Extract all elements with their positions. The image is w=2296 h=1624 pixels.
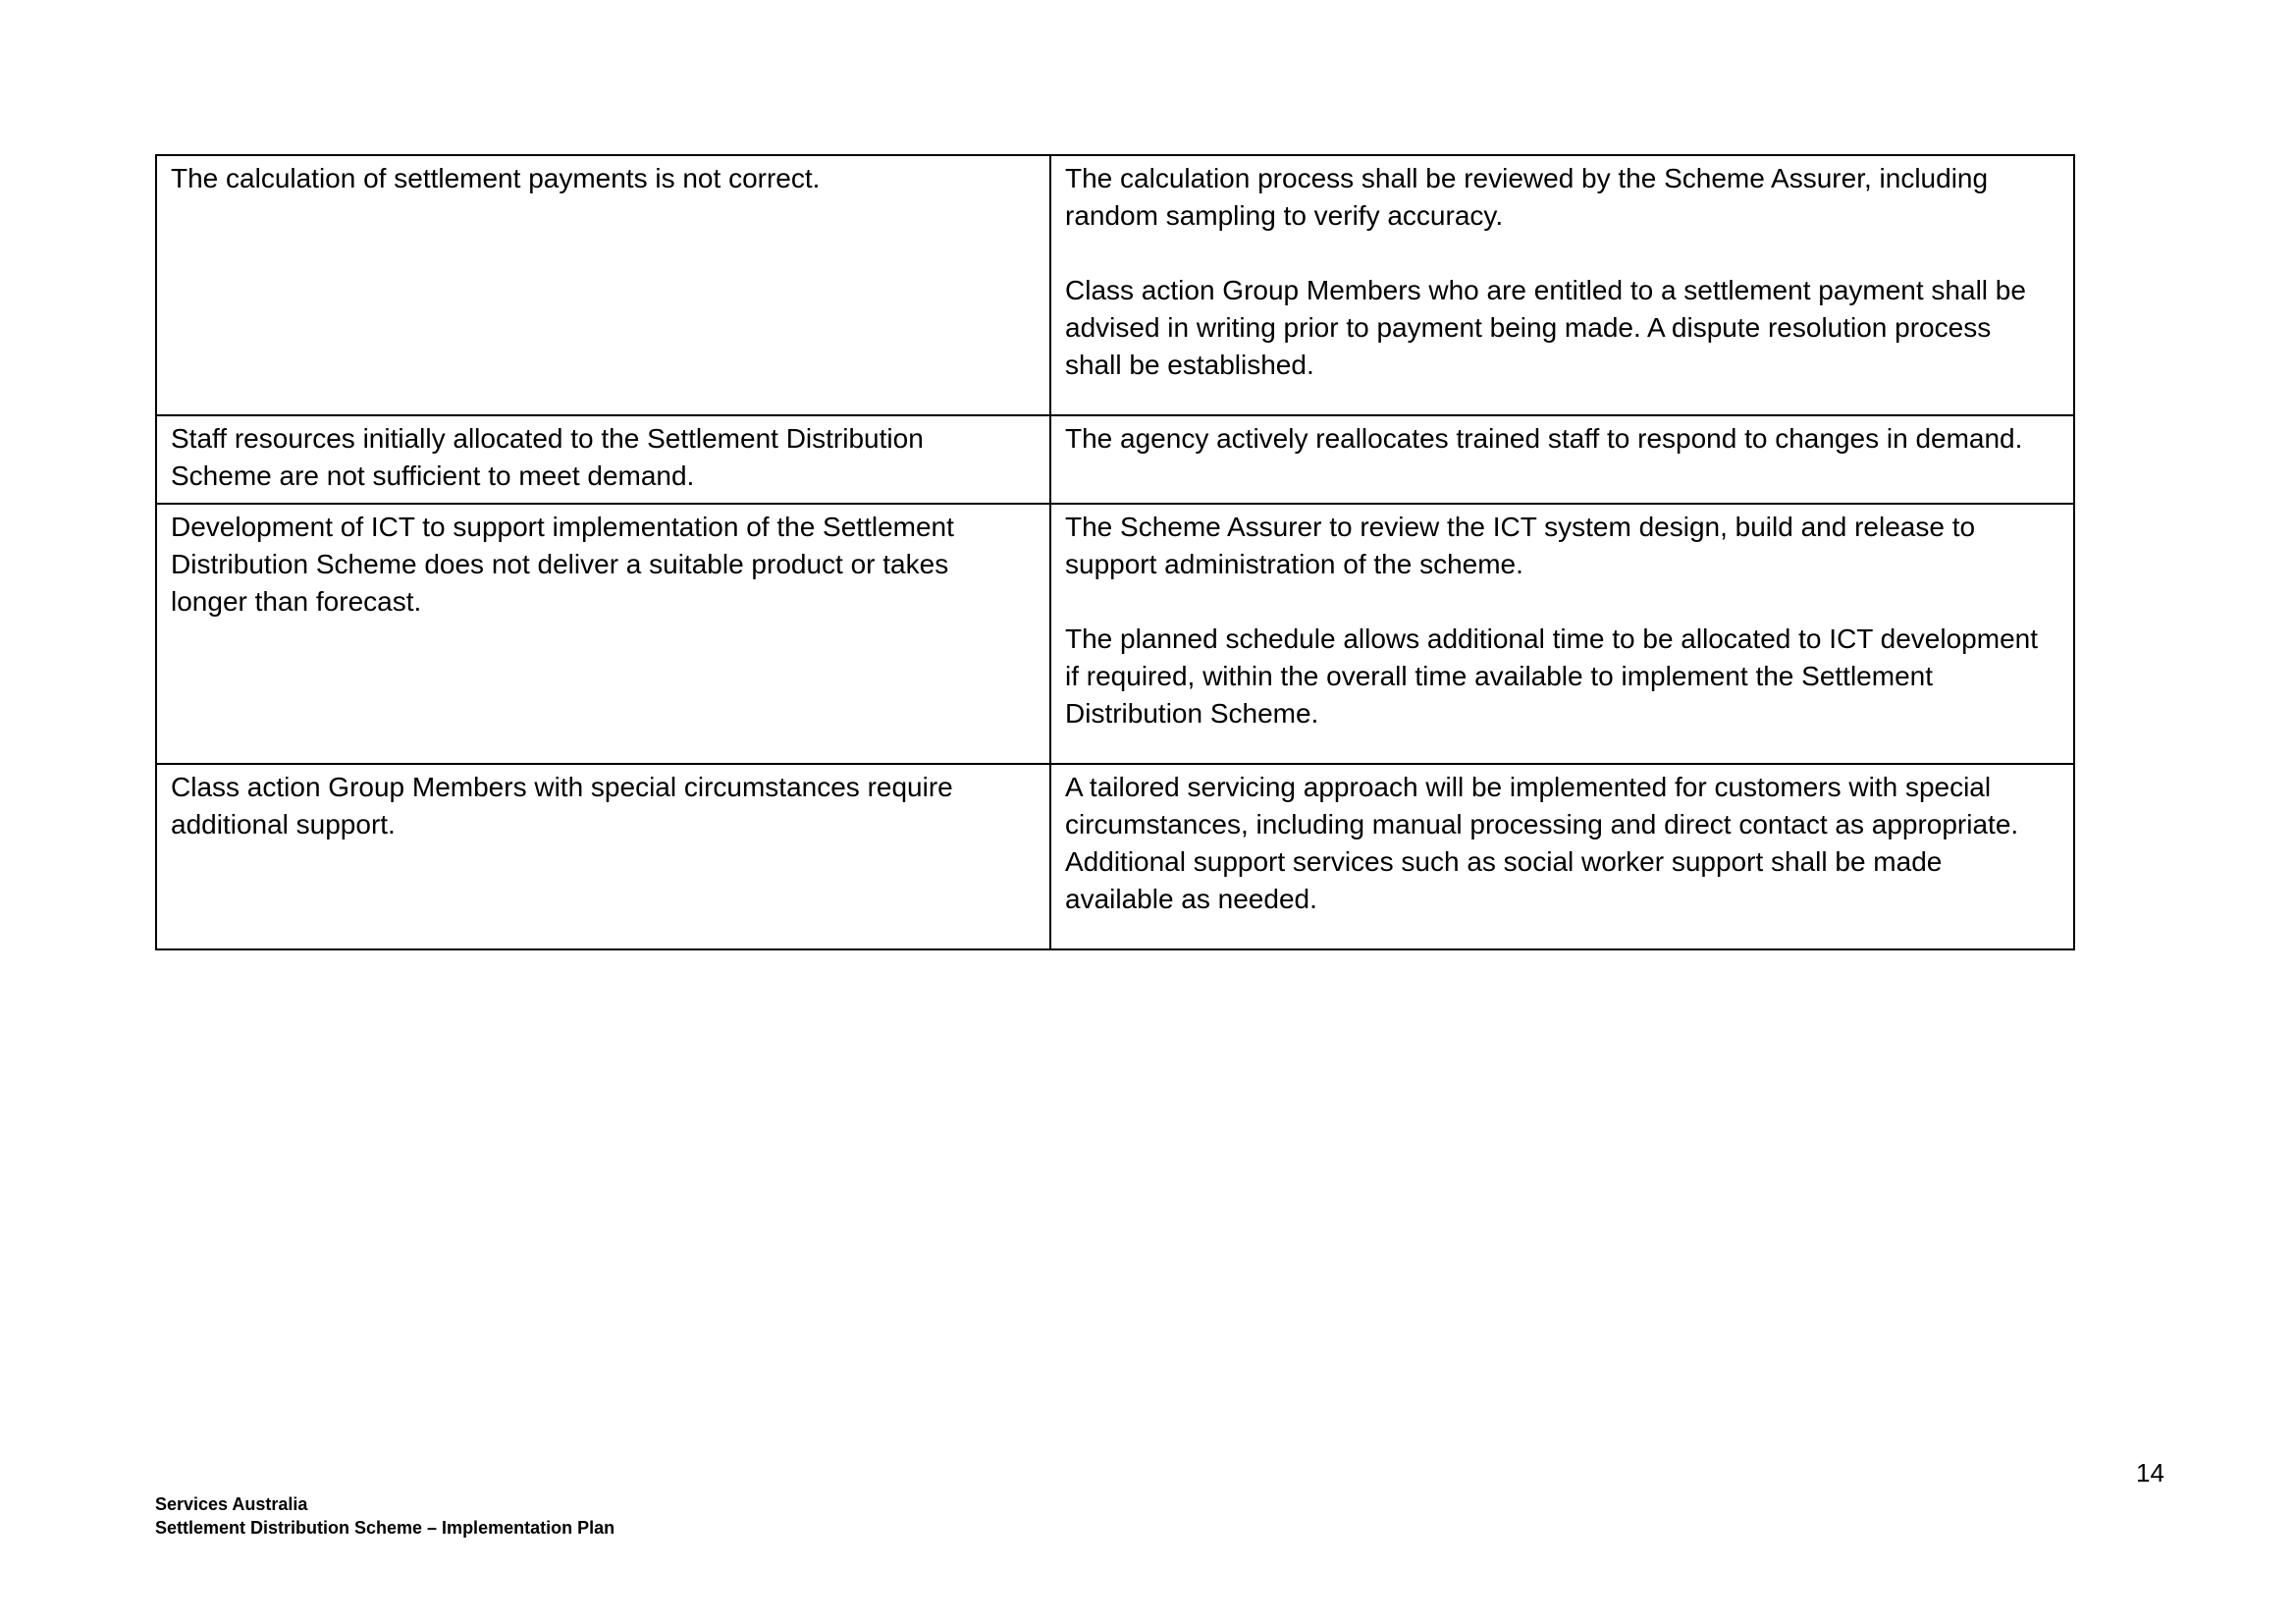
mitigation-text: The agency actively reallocates trained staff to respond to changes in demand.: [1065, 423, 2023, 454]
mitigation-cell: [1050, 415, 2074, 504]
mitigation-cell: [1050, 504, 2074, 764]
risk-text: Staff resources initially allocated to the Settlement Distribution Scheme are not sufficient to meet demand.: [171, 423, 924, 491]
page-number: 14: [2136, 1458, 2164, 1488]
footer-document-title: Settlement Distribution Scheme – Implementation Plan: [155, 1518, 615, 1538]
risk-text: Class action Group Members with special circumstances require additional support.: [171, 772, 953, 839]
table-row: [156, 764, 2074, 949]
risk-cell: [156, 764, 1050, 949]
risk-mitigation-table: [155, 154, 2075, 950]
table-row: [156, 415, 2074, 504]
mitigation-text: The planned schedule allows additional time to be allocated to ICT development if required, within the overall time available to implement the Settlement Distribution Scheme.: [1065, 623, 2038, 729]
risk-cell: [156, 155, 1050, 415]
mitigation-text: The calculation process shall be reviewed by the Scheme Assurer, including random sampling to verify accuracy.: [1065, 163, 1989, 231]
table-row: [156, 155, 2074, 415]
mitigation-cell: [1050, 764, 2074, 949]
mitigation-text: The Scheme Assurer to review the ICT system design, build and release to support administration of the scheme.: [1065, 512, 1976, 579]
table-row: [156, 504, 2074, 764]
footer-organisation: Services Australia: [155, 1494, 308, 1514]
risk-cell: [156, 415, 1050, 504]
risk-cell: [156, 504, 1050, 764]
risk-text: The calculation of settlement payments is not correct.: [171, 163, 821, 193]
risk-text: Development of ICT to support implementation of the Settlement Distribution Scheme does not deliver a suitable product or takes longer than forecast.: [171, 512, 954, 617]
mitigation-text: A tailored servicing approach will be implemented for customers with special circumstances, including manual processing and direct contact as appropriate. Additional support services such as social worker support shall be made available as needed.: [1065, 772, 2019, 914]
document-footer: [155, 1492, 614, 1540]
mitigation-cell: [1050, 155, 2074, 415]
mitigation-text: Class action Group Members who are entitled to a settlement payment shall be advised in writing prior to payment being made. A dispute resolution process shall be established.: [1065, 275, 2026, 380]
